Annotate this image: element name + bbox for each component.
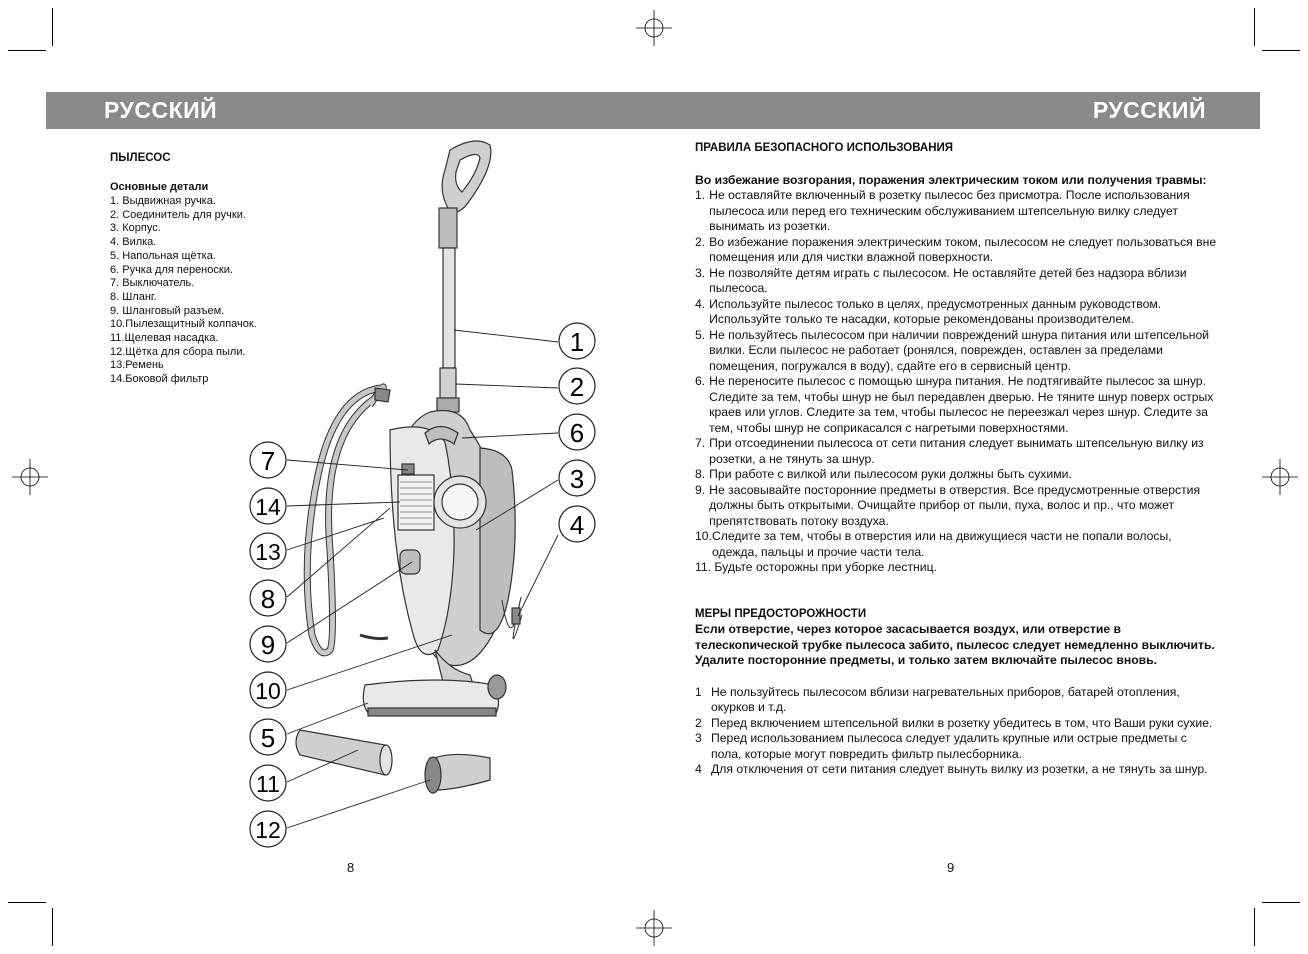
list-item-number: 10. [695, 529, 712, 543]
list-item-number: 1 [695, 684, 702, 699]
list-item-text: Не пользуйтесь пылесосом вблизи нагревательных приборов, батарей отопления, окурков и т.д. [711, 684, 1180, 714]
svg-text:6: 6 [569, 418, 585, 448]
list-item-text: Будьте осторожны при уборке лестниц. [711, 560, 937, 574]
svg-text:2: 2 [569, 372, 585, 402]
parts-list-item: 1. Выдвижная ручка. [110, 195, 216, 207]
vacuum-diagram [240, 130, 610, 860]
list-item-text: Перед включением штепсельной вилки в розетку убедитесь в том, что Ваши руки сухие. [711, 715, 1213, 730]
safety-intro: Во избежание возгорания, поражения электрическим током или получения травмы: [695, 172, 1207, 187]
crop-mark [1254, 908, 1255, 946]
list-item-number: 4 [695, 762, 702, 776]
page-number-right: 9 [947, 860, 955, 875]
list-item [695, 328, 1220, 375]
callout-1 [559, 323, 595, 359]
callout-11 [250, 765, 286, 801]
crop-mark [52, 8, 53, 46]
list-item-number: 5. [695, 327, 706, 342]
parts-list-item: 9. Шланговый разъем. [110, 304, 225, 317]
header-bar [46, 92, 1260, 129]
list-item-number: 2. [695, 234, 706, 249]
list-item-text: При отсоединении пылесоса от сети питания следует вынимать штепсельную вилку из розетки, а не тянуть за шнур. [709, 436, 1204, 466]
list-item [695, 483, 1220, 530]
parts-list-item: 4. Вилка. [110, 236, 157, 249]
list-item-text: Используйте пылесос только в целях, предусмотренных данным руководством. Используйте только те насадки, которые рекомендованы производителем. [709, 296, 1162, 326]
list-item [695, 467, 1220, 483]
list-item-number: 1. [695, 188, 706, 202]
callout-6 [559, 414, 595, 450]
list-item-text: При работе с вилкой или пылесосом руки должны быть сухими. [709, 467, 1072, 481]
svg-text:7: 7 [260, 446, 276, 476]
callout-8 [250, 580, 286, 616]
callout-14 [250, 488, 286, 524]
list-item-text: Для отключения от сети питания следует вынуть вилку из розетки, а не тянуть за шнур. [711, 762, 1208, 776]
callout-2 [559, 368, 595, 404]
precautions-list [695, 685, 1220, 778]
parts-list-item: 7. Выключатель. [110, 277, 195, 290]
list-item-number: 7. [695, 436, 706, 450]
crop-mark [52, 908, 53, 946]
list-item [695, 266, 1220, 297]
list-item-number: 9. [695, 482, 706, 497]
callout-12 [250, 811, 286, 847]
svg-text:11: 11 [256, 771, 280, 797]
list-item-number: 3. [695, 265, 706, 280]
svg-text:9: 9 [260, 630, 276, 660]
svg-text:10: 10 [255, 678, 281, 704]
list-item-number: 11. [695, 560, 712, 574]
list-item-text: Не пользуйтесь пылесосом при наличии повреждений шнура питания или штепсельной вилки. Если пылесос не работает (ронялся, поврежден, оставлен за пределами помещения, погружался в воду), сдайте его в сервисный центр. [709, 327, 1210, 373]
parts-list-item: 2. Соединитель для ручки. [110, 208, 246, 221]
list-item [695, 188, 1220, 235]
parts-title: Основные детали [110, 181, 209, 193]
svg-text:8: 8 [260, 584, 276, 614]
callout-7 [250, 442, 286, 478]
list-item [695, 297, 1220, 328]
page-number-left: 8 [347, 860, 355, 875]
list-item [695, 436, 1220, 467]
list-item-text: Не засовывайте посторонние предметы в отверстия. Все предусмотренные отверстия должны быть открытыми. Очищайте прибор от пыли, пуха, волос и пр., что может препятствовать потоку воздуха. [709, 482, 1201, 528]
list-item-number: 4. [695, 296, 706, 311]
precautions-title: МЕРЫ ПРЕДОСТОРОЖНОСТИ [695, 607, 867, 620]
list-item-number: 6. [695, 374, 706, 388]
language-label-right: РУССКИЙ [1092, 97, 1206, 123]
svg-text:14: 14 [255, 494, 281, 520]
parts-list-item: 8. Шланг. [110, 290, 157, 303]
registration-mark-icon [12, 459, 48, 495]
list-item [695, 560, 1220, 576]
list-item-text: Следите за тем, чтобы в отверстия или на движущиеся части не попали волосы, одежда, пальцы и прочие части тела. [711, 529, 1172, 559]
list-item-text: Перед использованием пылесоса следует удалить крупные или острые предметы с пола, которые могут повредить фильтр пылесборника. [711, 731, 1187, 761]
parts-list-item: 12.Щётка для сбора пыли. [110, 345, 246, 358]
parts-list-item: 6. Ручка для переноски. [110, 263, 233, 276]
list-item-text: Не переносите пылесос с помощью шнура питания. Не подтягивайте пылесос за шнур. Следите за тем, чтобы шнур не был передавлен дверью. Не тяните шнур поверх острых краев или углов. Следите за тем, чтобы пылесос не переезжал через шнур. Следите за тем, чтобы шнур не соприкасался с нагретыми поверхностями. [709, 374, 1214, 435]
crop-mark [1254, 8, 1255, 46]
list-item [695, 762, 1220, 778]
crop-mark [1262, 50, 1300, 51]
list-item-text: Не позволяйте детям играть с пылесосом. Не оставляйте детей без надзора вблизи пылесоса. [709, 265, 1187, 295]
list-item-number: 8. [695, 467, 706, 481]
callout-10 [250, 672, 286, 708]
callout-13 [250, 533, 286, 569]
list-item [695, 374, 1220, 436]
parts-list [110, 195, 257, 387]
list-item [695, 529, 1220, 560]
product-title: ПЫЛЕСОС [110, 152, 171, 164]
svg-text:13: 13 [255, 539, 281, 565]
crop-mark [1262, 902, 1300, 903]
svg-text:12: 12 [255, 817, 281, 843]
callout-3 [559, 460, 595, 496]
crop-mark [8, 50, 46, 51]
right-page-content [695, 141, 1220, 778]
list-item [695, 716, 1220, 732]
callout-4 [559, 506, 595, 542]
crop-mark [8, 902, 46, 903]
vacuum-illustration [296, 141, 522, 793]
list-item [695, 685, 1220, 716]
list-item-text: Не оставляйте включенный в розетку пылесос без присмотра. После использования пылесоса или перед его техническим обслуживанием штепсельную вилку следует вынимать из розетки. [709, 188, 1190, 233]
precautions-intro: Если отверстие, через которое засасывается воздух, или отверстие в телескопической трубке пылесоса забито, пылесос следует немедленно выключить. Удалите посторонние предметы, и только затем включайте пылесос вновь. [695, 622, 1215, 667]
registration-mark-icon [636, 910, 672, 946]
parts-list-item: 10.Пылезащитный колпачок. [110, 318, 257, 331]
list-item-number: 3 [695, 731, 702, 745]
safety-title: ПРАВИЛА БЕЗОПАСНОГО ИСПОЛЬЗОВАНИЯ [695, 142, 954, 154]
callout-9 [250, 626, 286, 662]
svg-text:1: 1 [569, 327, 585, 357]
language-label-left: РУССКИЙ [104, 97, 218, 123]
list-item-number: 2 [695, 715, 702, 730]
svg-text:4: 4 [569, 510, 585, 540]
parts-list-item: 14.Боковой фильтр [110, 373, 209, 386]
parts-list-item: 5. Напольная щётка. [110, 249, 216, 262]
callout-5 [250, 719, 286, 755]
svg-text:5: 5 [260, 723, 276, 753]
list-item-text: Во избежание поражения электрическим током, пылесосом не следует пользоваться вне помещения или для чистки влажной поверхности. [709, 234, 1217, 264]
registration-mark-icon [1262, 459, 1298, 495]
parts-list-item: 11.Щелевая насадка. [110, 332, 219, 345]
list-item [695, 731, 1220, 762]
list-item [695, 235, 1220, 266]
registration-mark-icon [636, 10, 672, 46]
parts-list-item: 3. Корпус. [110, 222, 161, 235]
safety-rules-list [695, 188, 1220, 576]
svg-text:3: 3 [569, 464, 585, 494]
parts-list-item: 13.Ремень [110, 359, 164, 372]
